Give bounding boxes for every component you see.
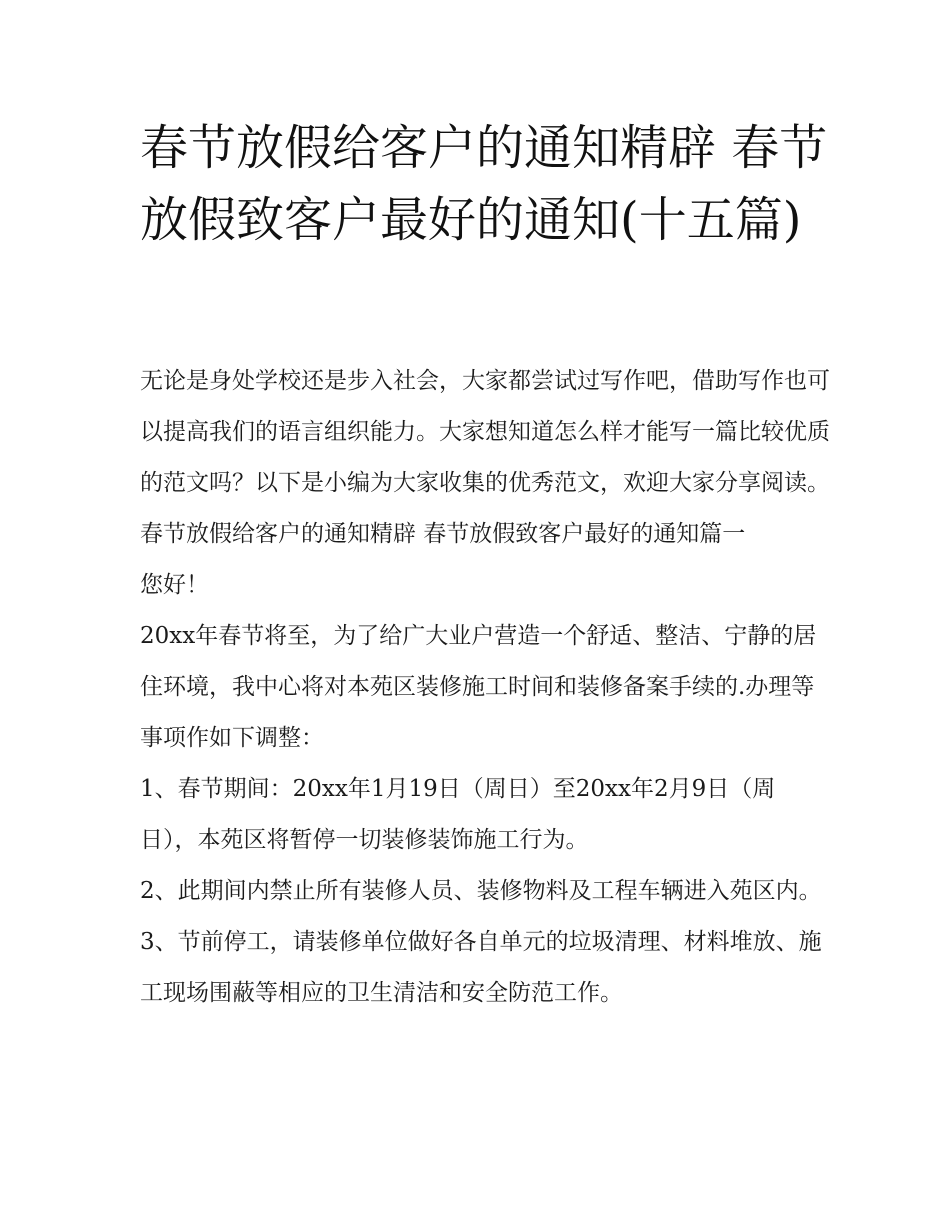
document-body (140, 356, 830, 1019)
section-heading: 春节放假给客户的通知精辟 春节放假致客户最好的通知篇一 (140, 521, 746, 547)
notice-item-1: 1、春节期间：20xx年1月19日（周日）至20xx年2月9日（周日），本苑区将暂停一切装修装饰施工行为。 (140, 776, 776, 853)
notice-item-3: 3、节前停工，请装修单位做好各自单元的垃圾清理、材料堆放、施工现场围蔽等相应的卫生清洁和安全防范工作。 (140, 929, 822, 1006)
notice-paragraph: 20xx年春节将至，为了给广大业户营造一个舒适、整洁、宁静的居住环境，我中心将对本苑区装修施工时间和装修备案手续的.办理等事项作如下调整： (140, 623, 817, 751)
document-title: 春节放假给客户的通知精辟 春节放假致客户最好的通知(十五篇) (140, 120, 828, 248)
notice-item-2: 2、此期间内禁止所有装修人员、装修物料及工程车辆进入苑区内。 (140, 878, 822, 904)
greeting: 您好！ (140, 572, 209, 598)
intro-paragraph: 无论是身处学校还是步入社会，大家都尝试过写作吧，借助写作也可以提高我们的语言组织能力。大家想知道怎么样才能写一篇比较优质的范文吗？以下是小编为大家收集的优秀范文，欢迎大家分享阅读。 (140, 368, 830, 496)
